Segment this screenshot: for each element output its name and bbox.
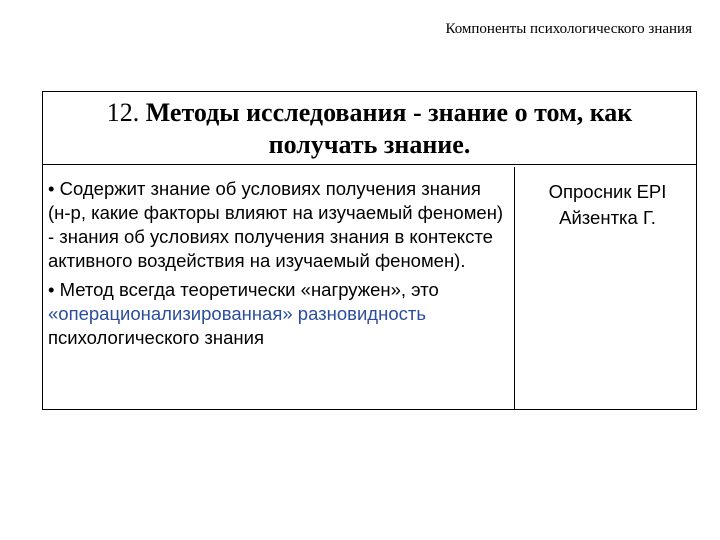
paragraph-2-prefix: • Метод всегда теоретически «нагружен», это: [48, 279, 439, 300]
description-paragraph-1: • Содержит знание об условиях получения знания (н-р, какие факторы влияют на изучаемый феномен) - знания об условиях получения знания в контексте активного воздействия на изучаемый феномен).: [48, 178, 504, 271]
content-table: [42, 91, 697, 410]
example-cell: [515, 167, 696, 409]
description-paragraph-2: [48, 278, 508, 350]
example-line-1: Опросник EPI: [548, 181, 667, 202]
description-cell: [43, 167, 515, 409]
heading-line-2: получать знание.: [268, 130, 471, 159]
heading-line-1: Методы исследования - знание о том, как: [145, 98, 633, 127]
operationalized-link[interactable]: «операционализированная» разновидность: [48, 303, 426, 324]
page-header-title: Компоненты психологического знания: [445, 21, 692, 37]
paragraph-2-suffix: психологического знания: [48, 327, 264, 348]
heading-number: 12.: [106, 98, 140, 127]
table-heading: [43, 92, 696, 165]
example-line-2: Айзентка Г.: [559, 207, 656, 228]
